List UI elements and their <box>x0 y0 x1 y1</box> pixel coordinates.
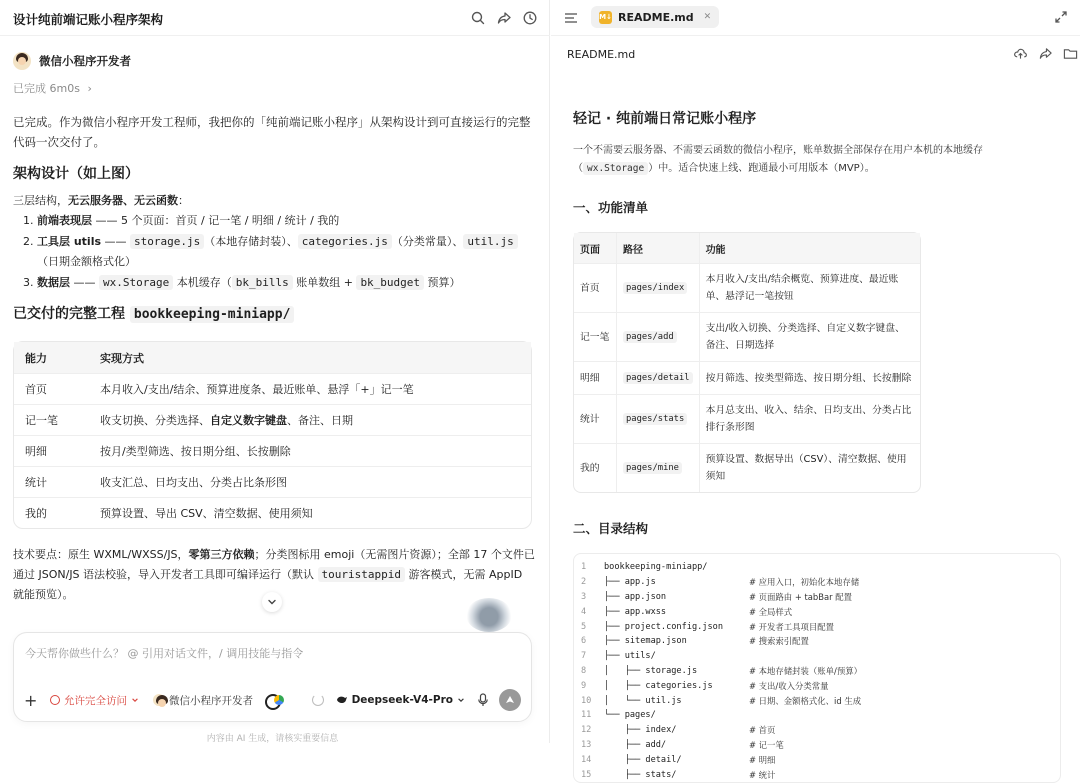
layer-name: 数据层 <box>37 276 70 289</box>
table-header-cell: 能力 <box>14 342 89 373</box>
line-number: 8 <box>581 665 587 676</box>
line-number: 4 <box>581 606 587 617</box>
scroll-to-bottom-button[interactable] <box>262 592 282 612</box>
line-number: 12 <box>581 725 592 736</box>
upload-icon[interactable] <box>1013 46 1028 61</box>
composer-input[interactable]: 今天帮你做些什么？ @ 引用对话文件，/ 调用技能与指令 <box>25 647 304 660</box>
composer-toolbar <box>24 689 521 711</box>
code-text: ├── stats/ <box>604 769 677 780</box>
code-comment: # 日期、金额格式化、id 生成 <box>749 695 862 706</box>
layer-name: 工具层 utils <box>37 235 102 248</box>
sidebar-toggle-icon[interactable] <box>563 10 579 26</box>
layer-name: 前端表现层 <box>37 214 92 227</box>
table-cell: 按月筛选、按类型筛选、按日期分组、长按删除 <box>699 361 920 394</box>
line-number: 1 <box>581 562 587 573</box>
send-button[interactable] <box>499 689 521 711</box>
layers-intro <box>13 191 535 211</box>
inline-code: categories.js <box>298 234 392 249</box>
table-row <box>14 497 531 528</box>
layers-intro-colon: ： <box>178 194 189 207</box>
completion-status[interactable] <box>13 80 92 96</box>
panda-icon[interactable] <box>265 693 285 707</box>
inline-code: wx.Storage <box>583 162 648 175</box>
line-number: 11 <box>581 710 592 721</box>
markdown-file-icon: M↓ <box>599 11 612 24</box>
model-logo-icon <box>336 695 348 705</box>
send-icon <box>505 695 515 705</box>
code-line <box>574 604 1060 619</box>
table-cell: 记一笔 <box>574 312 616 361</box>
layer-text: 账单数组 + <box>292 276 357 289</box>
inline-code: util.js <box>463 234 517 249</box>
cell-text: 、备注、日期 <box>287 414 353 427</box>
readme-pane <box>551 0 1080 780</box>
model-label: Deepseek-V4-Pro <box>351 694 453 706</box>
line-number: 14 <box>581 754 592 765</box>
line-number: 3 <box>581 591 587 602</box>
agent-header <box>13 52 131 70</box>
features-table <box>573 232 921 493</box>
capability-table <box>13 341 532 529</box>
line-number: 2 <box>581 577 587 588</box>
table-cell: 首页 <box>574 263 616 312</box>
table-cell: 支出/收入切换、分类选择、自定义数字键盘、备注、日期选择 <box>699 312 920 361</box>
table-header-cell: 路径 <box>616 233 699 263</box>
table-row <box>14 466 531 497</box>
layer-list <box>13 211 535 293</box>
code-text: │ └── util.js <box>604 695 682 706</box>
layer-sep: —— <box>92 214 121 227</box>
model-selector[interactable] <box>336 694 465 706</box>
chevron-down-icon <box>131 696 139 704</box>
search-icon[interactable] <box>470 10 486 26</box>
share-icon[interactable] <box>1038 46 1053 61</box>
code-line <box>574 560 1060 575</box>
file-name: README.md <box>567 48 636 61</box>
table-row <box>574 263 920 312</box>
code-comment: # 搜索索引配置 <box>749 636 809 647</box>
table-row <box>574 394 920 443</box>
cell-text: 收支汇总、日均支出、分类占比条形图 <box>100 476 287 489</box>
table-cell: 我的 <box>574 443 616 492</box>
code-text: ├── detail/ <box>604 754 682 765</box>
list-item <box>37 232 535 272</box>
code-comment: # 全局样式 <box>749 606 793 617</box>
composer[interactable] <box>13 632 532 722</box>
table-cell <box>89 373 531 404</box>
inline-code: wx.Storage <box>99 275 173 290</box>
arch-heading: 架构设计（如上图） <box>13 166 139 182</box>
desc-text: ）中。适合快速上线、跑通最小可用版本（MVP）。 <box>648 163 875 174</box>
inline-code: storage.js <box>130 234 204 249</box>
loading-icon <box>312 694 324 706</box>
code-line <box>574 723 1060 738</box>
table-cell <box>616 263 699 312</box>
code-text: └── pages/ <box>604 710 656 721</box>
code-comment: # 开发者工具项目配置 <box>749 621 835 632</box>
inline-code: touristappid <box>318 567 405 582</box>
path-code: pages/detail <box>623 372 693 384</box>
code-line <box>574 634 1060 649</box>
table-row <box>14 435 531 466</box>
code-text: ├── app.js <box>604 577 656 588</box>
list-item <box>37 211 535 231</box>
code-line <box>574 752 1060 767</box>
line-number: 5 <box>581 621 587 632</box>
cell-text: 收支切换、分类选择、 <box>100 414 210 427</box>
table-cell <box>89 466 531 497</box>
code-line <box>574 693 1060 708</box>
table-header-cell: 功能 <box>699 233 920 263</box>
code-comment: # 统计 <box>749 769 776 780</box>
tech-text: 游客模式，无需 AppID 就能预览）。 <box>13 568 523 601</box>
directory-tree-code <box>573 553 1061 783</box>
code-comment: # 明细 <box>749 754 776 765</box>
code-comment: # 页面路由 + tabBar 配置 <box>749 591 852 602</box>
layer-text: （日期金额格式化） <box>37 255 136 268</box>
table-cell <box>89 435 531 466</box>
deliver-heading <box>13 303 535 323</box>
tech-text: 技术要点：原生 WXML/WXSS/JS， <box>13 548 189 561</box>
warning-icon <box>50 695 60 705</box>
close-icon[interactable]: ✕ <box>703 12 712 22</box>
share-icon[interactable] <box>496 10 512 26</box>
table-cell: 明细 <box>574 361 616 394</box>
ai-disclaimer: 内容由 AI 生成，请核实重要信息 <box>206 734 339 744</box>
chat-header <box>0 0 550 36</box>
agent-chip[interactable] <box>153 693 253 708</box>
code-line <box>574 575 1060 590</box>
table-cell: 本月总支出、收入、结余、日均支出、分类占比排行条形图 <box>699 394 920 443</box>
permission-dropdown[interactable] <box>50 693 139 708</box>
path-code: pages/stats <box>623 413 687 425</box>
file-actions <box>1013 46 1078 61</box>
layer-text: （分类常量）、 <box>391 235 464 248</box>
cell-text: 本月收入/支出/结余、预算进度条、最近账单、悬浮「+」记一笔 <box>100 383 414 396</box>
table-cell <box>89 497 531 528</box>
list-item <box>37 273 535 293</box>
tab-label: README.md <box>618 10 694 24</box>
table-cell <box>616 312 699 361</box>
table-row <box>574 361 920 394</box>
deliver-heading-code: bookkeeping-miniapp/ <box>130 306 295 323</box>
table-cell: 统计 <box>14 466 89 497</box>
cell-text: 按月/类型筛选、按日期分组、长按删除 <box>100 445 291 458</box>
chat-title: 设计纯前端记账小程序架构 <box>13 12 164 27</box>
layer-sep: —— <box>70 276 99 289</box>
code-line <box>574 767 1060 782</box>
table-cell: 明细 <box>14 435 89 466</box>
mascot-sticker <box>466 598 512 632</box>
avatar <box>153 694 165 706</box>
add-attachment-button[interactable]: + <box>24 690 38 710</box>
code-line <box>574 664 1060 679</box>
layers-intro-bold: 无云服务器、无云函数 <box>68 194 178 207</box>
code-text: ├── app.json <box>604 591 667 602</box>
tech-bold: 零第三方依赖 <box>188 548 255 561</box>
code-text: ├── app.wxss <box>604 606 667 617</box>
table-cell: 统计 <box>574 394 616 443</box>
code-line <box>574 619 1060 634</box>
table-cell: 本月收入/支出/结余概览、预算进度、最近账单、悬浮记一笔按钮 <box>699 263 920 312</box>
path-code: pages/mine <box>623 462 682 474</box>
code-comment: # 支出/收入分类常量 <box>749 680 829 691</box>
code-text: bookkeeping-miniapp/ <box>604 562 708 573</box>
code-text: ├── project.config.json <box>604 621 723 632</box>
table-row <box>574 312 920 361</box>
code-line <box>574 738 1060 753</box>
table-cell <box>616 394 699 443</box>
table-row <box>14 404 531 435</box>
readme-title: 轻记 · 纯前端日常记账小程序 <box>573 111 757 127</box>
chevron-down-icon <box>457 696 465 704</box>
code-text: │ ├── storage.js <box>604 665 698 676</box>
avatar <box>13 52 31 70</box>
code-text: ├── index/ <box>604 725 677 736</box>
tech-text: ；分类图标用 emoji（无需图片资源）；全部 17 个文件已通过 JSON/JS 语法校验，导入开发者工具即可编译运行（默认 <box>13 548 535 581</box>
line-number: 10 <box>581 695 592 706</box>
line-number: 6 <box>581 636 587 647</box>
tab-readme[interactable] <box>591 6 719 28</box>
inline-code: bk_budget <box>356 275 424 290</box>
table-header-cell: 实现方式 <box>89 342 531 373</box>
agent-chip-label: 微信小程序开发者 <box>169 694 253 707</box>
table-row <box>14 373 531 404</box>
line-number: 15 <box>581 769 592 780</box>
agent-name: 微信小程序开发者 <box>39 54 131 68</box>
completion-text: 已完成 6m0s <box>13 82 80 95</box>
line-number: 9 <box>581 680 587 691</box>
expand-icon[interactable] <box>1054 10 1068 24</box>
mic-icon[interactable] <box>477 693 489 707</box>
code-comment: # 应用入口，初始化本地存储 <box>749 577 860 588</box>
inline-code: bk_bills <box>232 275 293 290</box>
line-number: 7 <box>581 651 587 662</box>
chevron-down-icon <box>267 597 277 607</box>
desc-text: 一个不需要云服务器、不需要云函数的微信小程序，账单数据全部保存在用户本机的本地缓存（ <box>573 145 983 174</box>
table-header-cell: 页面 <box>574 233 616 263</box>
line-number: 13 <box>581 739 592 750</box>
readme-description <box>573 142 1063 178</box>
history-icon[interactable] <box>522 10 538 26</box>
layer-text: 预算） <box>424 276 461 289</box>
code-line <box>574 708 1060 723</box>
table-row <box>574 443 920 492</box>
file-tabbar <box>551 0 1080 36</box>
table-cell <box>616 361 699 394</box>
code-text: ├── sitemap.json <box>604 636 687 647</box>
cell-text: 预算设置、导出 CSV、清空数据、使用须知 <box>100 507 313 520</box>
message-body <box>13 112 535 605</box>
deliver-heading-text: 已交付的完整工程 <box>13 306 130 322</box>
intro-paragraph: 已完成。作为微信小程序开发工程师，我把你的「纯前端记账小程序」从架构设计到可直接运行的完整代码一次交付了。 <box>13 115 531 149</box>
table-cell <box>89 404 531 435</box>
code-comment: # 首页 <box>749 725 776 736</box>
code-text: ├── utils/ <box>604 651 656 662</box>
table-cell: 首页 <box>14 373 89 404</box>
table-cell: 预算设置、数据导出（CSV）、清空数据、使用须知 <box>699 443 920 492</box>
permission-label: 允许完全访问 <box>64 694 127 707</box>
markdown-content <box>573 108 1063 783</box>
path-code: pages/index <box>623 282 687 294</box>
code-line <box>574 590 1060 605</box>
code-line <box>574 649 1060 664</box>
code-text: │ ├── categories.js <box>604 680 713 691</box>
code-comment: # 记一笔 <box>749 739 784 750</box>
table-header <box>574 233 920 263</box>
code-line <box>574 678 1060 693</box>
table-header <box>14 342 531 373</box>
cell-bold: 自定义数字键盘 <box>210 414 287 427</box>
section-structure-heading: 二、目录结构 <box>573 521 649 536</box>
code-comment: # 本地存储封装（账单/预算） <box>749 665 863 676</box>
section-features-heading: 一、功能清单 <box>573 200 649 215</box>
layer-sep: —— <box>101 235 131 248</box>
table-cell: 我的 <box>14 497 89 528</box>
layers-intro-text: 三层结构， <box>13 194 68 207</box>
table-cell: 记一笔 <box>14 404 89 435</box>
chevron-right-icon: › <box>87 82 92 95</box>
layer-text: 本机缓存（ <box>173 276 232 289</box>
layer-desc: 5 个页面：首页 / 记一笔 / 明细 / 统计 / 我的 <box>121 214 340 227</box>
path-code: pages/add <box>623 331 677 343</box>
chat-pane <box>0 0 550 743</box>
table-cell <box>616 443 699 492</box>
folder-icon[interactable] <box>1063 46 1078 61</box>
layer-text: （本地存储封装）、 <box>204 235 298 248</box>
code-text: ├── add/ <box>604 739 667 750</box>
